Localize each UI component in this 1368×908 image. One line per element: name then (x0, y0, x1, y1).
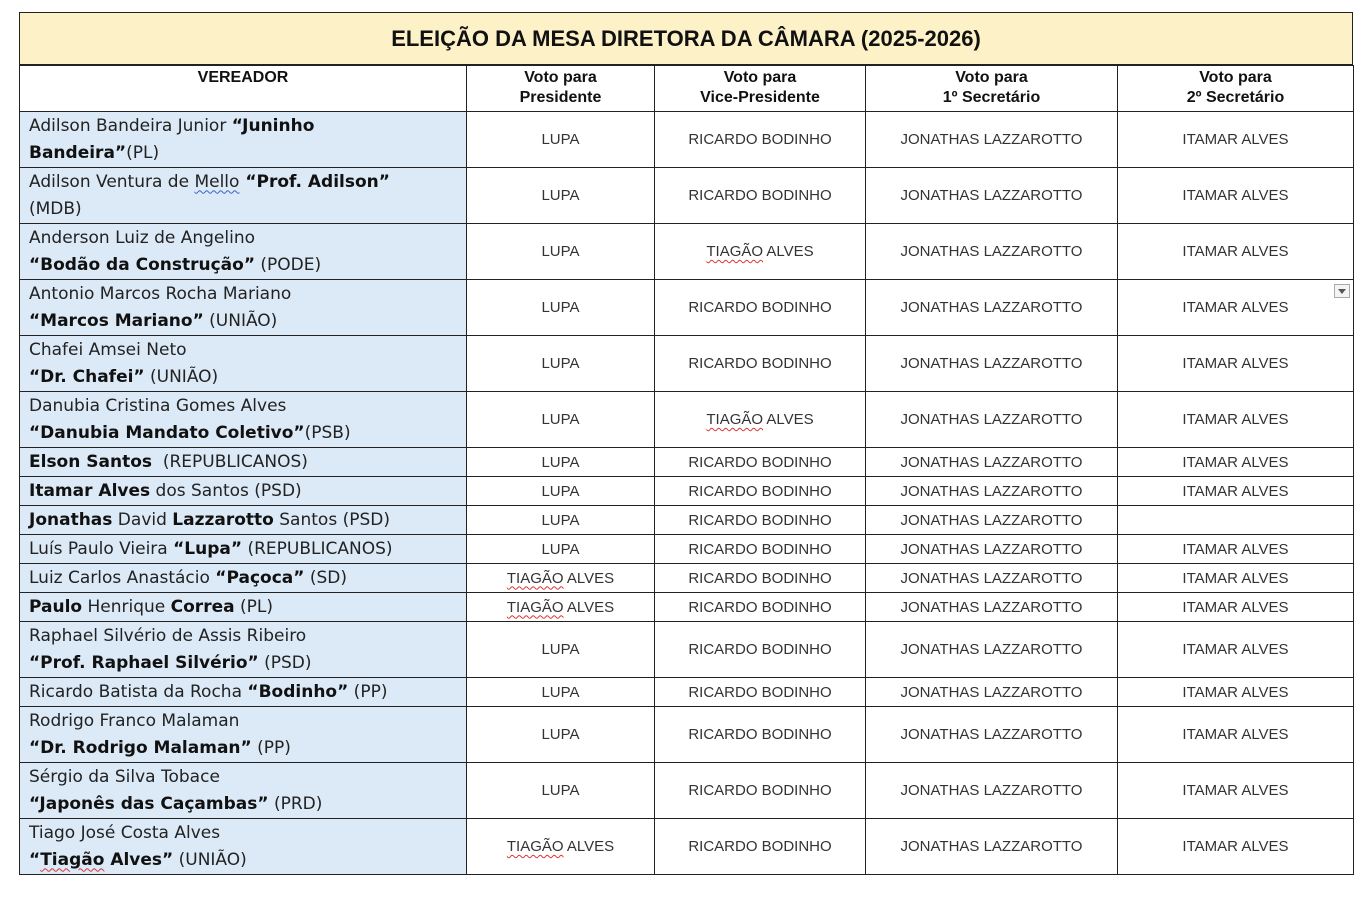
header-vereador: VEREADOR (20, 66, 467, 112)
vereador-cell[interactable] (20, 168, 467, 224)
vote-vice[interactable]: RICARDO BODINHO (655, 448, 866, 477)
party-text: (UNIÃO) (173, 849, 247, 870)
vote-vice[interactable]: RICARDO BODINHO (655, 593, 866, 622)
vote-text: ALVES (563, 569, 615, 587)
header-presidente-l2: Presidente (519, 89, 602, 106)
vote-presidente[interactable] (467, 564, 655, 593)
vereador-cell[interactable] (20, 678, 467, 707)
table-row (20, 448, 1354, 477)
nickname-text: “Japonês das Caçambas” (29, 793, 269, 814)
party-text: (UNIÃO) (203, 310, 278, 331)
name-text: Anderson Luiz de Angelino (29, 227, 256, 248)
header-presidente-l1: Voto para (524, 69, 597, 86)
vereador-cell[interactable] (20, 112, 467, 168)
nickname-text: Alves” (104, 849, 174, 870)
vote-sec2[interactable]: ITAMAR ALVES (1118, 678, 1354, 707)
table-row (20, 593, 1354, 622)
vote-vice[interactable]: RICARDO BODINHO (655, 168, 866, 224)
vereador-cell[interactable] (20, 564, 467, 593)
nickname-text: “Paçoca” (215, 567, 305, 588)
name-text: Raphael Silvério de Assis Ribeiro (29, 625, 307, 646)
nickname-text: “ (29, 849, 41, 870)
vote-vice[interactable]: RICARDO BODINHO (655, 564, 866, 593)
nickname-text: Lazzarotto (172, 509, 274, 530)
nickname-text: “Dr. Chafei” (29, 366, 145, 387)
vote-sec1[interactable]: JONATHAS LAZZAROTTO (866, 168, 1118, 224)
votes-table (19, 65, 1354, 875)
vote-text: TIAGÃO (706, 243, 764, 260)
party-text: (PL) (126, 142, 160, 163)
table-row (20, 506, 1354, 535)
vote-sec1[interactable]: JONATHAS LAZZAROTTO (866, 593, 1118, 622)
name-text: Tiago José Costa Alves (29, 822, 221, 843)
vote-text: ALVES (563, 838, 615, 855)
vereador-cell[interactable] (20, 819, 467, 875)
vote-text: TIAGÃO (506, 598, 564, 616)
name-text: David (112, 509, 173, 530)
vote-vice[interactable] (655, 392, 866, 448)
vote-vice[interactable] (655, 224, 866, 280)
vote-vice[interactable]: RICARDO BODINHO (655, 819, 866, 875)
table-row (20, 535, 1354, 564)
nickname-text: “Juninho (231, 115, 315, 136)
vote-presidente[interactable]: LUPA (467, 280, 655, 336)
sheet-title: ELEIÇÃO DA MESA DIRETORA DA CÂMARA (2025-2026) (19, 12, 1353, 65)
name-text: Henrique (82, 596, 171, 617)
table-row (20, 763, 1354, 819)
nickname-text: “Lupa” (173, 538, 243, 559)
party-text: (UNIÃO) (144, 366, 219, 387)
party-text: (PRD) (268, 793, 323, 814)
vereador-cell[interactable] (20, 477, 467, 506)
name-text: Rodrigo Franco Malaman (29, 710, 240, 731)
name-text: Antonio Marcos Rocha Mariano (29, 283, 292, 304)
header-vice (655, 66, 866, 112)
vote-presidente[interactable]: LUPA (467, 535, 655, 564)
vote-sec1[interactable]: JONATHAS LAZZAROTTO (866, 392, 1118, 448)
name-text: Adilson Bandeira Junior (29, 115, 232, 136)
header-sec2 (1118, 66, 1354, 112)
chevron-down-icon[interactable] (1334, 284, 1350, 298)
vereador-cell[interactable] (20, 707, 467, 763)
vote-sec2[interactable]: ITAMAR ALVES (1118, 819, 1354, 875)
vote-sec1[interactable]: JONATHAS LAZZAROTTO (866, 622, 1118, 678)
vote-presidente[interactable]: LUPA (467, 336, 655, 392)
vote-sec2[interactable]: ITAMAR ALVES (1118, 112, 1354, 168)
vote-sec2[interactable]: ITAMAR ALVES (1118, 622, 1354, 678)
vote-sec1[interactable]: JONATHAS LAZZAROTTO (866, 763, 1118, 819)
vote-sec2[interactable] (1118, 506, 1354, 535)
vote-text: ALVES (563, 598, 615, 616)
nickname-text: Paulo (29, 596, 83, 617)
vote-sec1[interactable]: JONATHAS LAZZAROTTO (866, 224, 1118, 280)
header-vice-l2: Vice-Presidente (700, 89, 820, 106)
vereador-cell[interactable] (20, 593, 467, 622)
nickname-text: Itamar Alves (29, 480, 151, 501)
table-row (20, 168, 1354, 224)
vote-sec2[interactable]: ITAMAR ALVES (1118, 477, 1354, 506)
nickname-text: Correa (170, 596, 235, 617)
vote-vice[interactable]: RICARDO BODINHO (655, 280, 866, 336)
vote-presidente[interactable]: LUPA (467, 477, 655, 506)
vote-presidente[interactable] (467, 593, 655, 622)
party-text: (PODE) (255, 254, 322, 275)
nickname-text: Bandeira” (29, 142, 127, 163)
vote-sec2[interactable]: ITAMAR ALVES (1118, 168, 1354, 224)
vote-vice[interactable]: RICARDO BODINHO (655, 678, 866, 707)
nickname-text: “Marcos Mariano” (29, 310, 204, 331)
header-presidente (467, 66, 655, 112)
vote-sec2[interactable]: ITAMAR ALVES (1118, 707, 1354, 763)
vereador-cell[interactable] (20, 506, 467, 535)
nickname-text: Elson Santos (29, 451, 153, 472)
party-text: (PSB) (304, 422, 351, 443)
header-sec1-l2: 1º Secretário (942, 89, 1041, 106)
vote-sec1[interactable]: JONATHAS LAZZAROTTO (866, 448, 1118, 477)
nickname-text: “Dr. Rodrigo Malaman” (29, 737, 252, 758)
name-text: Santos (PSD) (273, 509, 390, 530)
vote-text: ALVES (763, 243, 814, 260)
vote-vice[interactable]: RICARDO BODINHO (655, 535, 866, 564)
vote-sec1[interactable]: JONATHAS LAZZAROTTO (866, 707, 1118, 763)
vote-sec2[interactable]: ITAMAR ALVES (1118, 448, 1354, 477)
name-text: Chafei Amsei Neto (29, 339, 187, 360)
table-row (20, 224, 1354, 280)
vote-sec1[interactable]: JONATHAS LAZZAROTTO (866, 819, 1118, 875)
vereador-cell[interactable] (20, 763, 467, 819)
table-row (20, 336, 1354, 392)
party-text: (PP) (348, 681, 388, 702)
vote-sec1[interactable]: JONATHAS LAZZAROTTO (866, 336, 1118, 392)
vote-text: TIAGÃO (706, 411, 764, 428)
vote-sec2[interactable]: ITAMAR ALVES (1118, 224, 1354, 280)
name-text: Mello (194, 171, 240, 192)
vereador-cell[interactable] (20, 622, 467, 678)
header-sec2-l1: Voto para (1199, 69, 1272, 86)
header-sec1 (866, 66, 1118, 112)
vote-presidente[interactable]: LUPA (467, 168, 655, 224)
vote-sec1[interactable]: JONATHAS LAZZAROTTO (866, 678, 1118, 707)
header-sec2-l2: 2º Secretário (1186, 89, 1285, 106)
vote-presidente[interactable]: LUPA (467, 622, 655, 678)
nickname-text: “Prof. Raphael Silvério” (29, 652, 259, 673)
vote-presidente[interactable] (467, 819, 655, 875)
vote-presidente[interactable]: LUPA (467, 707, 655, 763)
name-text: dos Santos (PSD) (150, 480, 302, 501)
vote-text: ITAMAR ALVES (1182, 299, 1289, 316)
name-text: Danubia Cristina Gomes Alves (29, 395, 287, 416)
vote-sec1[interactable]: JONATHAS LAZZAROTTO (866, 506, 1118, 535)
table-row (20, 477, 1354, 506)
party-text: (REPUBLICANOS) (242, 538, 393, 559)
vote-vice[interactable]: RICARDO BODINHO (655, 506, 866, 535)
party-text: (PL) (234, 596, 273, 617)
name-text: Sérgio da Silva Tobace (29, 766, 220, 787)
table-row (20, 564, 1354, 593)
nickname-text: Jonathas (29, 509, 113, 530)
vote-sec2[interactable] (1118, 280, 1354, 336)
vote-vice[interactable]: RICARDO BODINHO (655, 622, 866, 678)
party-text: (MDB) (29, 198, 82, 219)
vereador-cell[interactable] (20, 224, 467, 280)
table-row (20, 707, 1354, 763)
vote-sec2[interactable]: ITAMAR ALVES (1118, 564, 1354, 593)
name-text: Ricardo Batista da Rocha (29, 681, 248, 702)
vote-vice[interactable]: RICARDO BODINHO (655, 477, 866, 506)
header-row (20, 66, 1354, 112)
header-vice-l1: Voto para (723, 69, 797, 86)
vereador-cell[interactable] (20, 280, 467, 336)
vote-presidente[interactable]: LUPA (467, 763, 655, 819)
vote-presidente[interactable]: LUPA (467, 224, 655, 280)
vote-sec1[interactable]: JONATHAS LAZZAROTTO (866, 535, 1118, 564)
nickname-text: “Bodão da Construção” (29, 254, 255, 275)
nickname-text: “Danubia Mandato Coletivo” (29, 422, 305, 443)
nickname-text: “Prof. Adilson” (239, 171, 390, 192)
vote-sec1[interactable]: JONATHAS LAZZAROTTO (866, 477, 1118, 506)
vote-sec1[interactable]: JONATHAS LAZZAROTTO (866, 112, 1118, 168)
name-text: Luís Paulo Vieira (29, 538, 174, 559)
party-text: (PP) (251, 737, 291, 758)
party-text: (PSD) (258, 652, 312, 673)
nickname-text: Tiagão (40, 849, 105, 870)
vote-presidente[interactable]: LUPA (467, 392, 655, 448)
vote-presidente[interactable]: LUPA (467, 448, 655, 477)
vereador-cell[interactable] (20, 535, 467, 564)
table-row (20, 819, 1354, 875)
vereador-cell[interactable] (20, 392, 467, 448)
vote-text: TIAGÃO (506, 569, 564, 587)
election-sheet (19, 12, 1353, 875)
party-text: (SD) (304, 567, 347, 588)
vote-sec1[interactable]: JONATHAS LAZZAROTTO (866, 564, 1118, 593)
vote-sec2[interactable]: ITAMAR ALVES (1118, 535, 1354, 564)
header-sec1-l1: Voto para (955, 69, 1028, 86)
table-row (20, 392, 1354, 448)
name-text: Luiz Carlos Anastácio (29, 567, 216, 588)
vote-text: TIAGÃO (506, 838, 564, 855)
name-text: Adilson Ventura de (29, 171, 195, 192)
vote-sec2[interactable]: ITAMAR ALVES (1118, 593, 1354, 622)
vote-sec2[interactable]: ITAMAR ALVES (1118, 336, 1354, 392)
table-row (20, 280, 1354, 336)
table-row (20, 622, 1354, 678)
vote-vice[interactable]: RICARDO BODINHO (655, 707, 866, 763)
party-text: (REPUBLICANOS) (152, 451, 308, 472)
vote-sec1[interactable]: JONATHAS LAZZAROTTO (866, 280, 1118, 336)
vote-presidente[interactable]: LUPA (467, 678, 655, 707)
vote-sec2[interactable]: ITAMAR ALVES (1118, 392, 1354, 448)
vote-vice[interactable]: RICARDO BODINHO (655, 336, 866, 392)
vote-presidente[interactable]: LUPA (467, 112, 655, 168)
vote-sec2[interactable]: ITAMAR ALVES (1118, 763, 1354, 819)
vote-text: ALVES (763, 411, 814, 428)
vote-vice[interactable]: RICARDO BODINHO (655, 112, 866, 168)
vereador-cell[interactable] (20, 336, 467, 392)
vote-vice[interactable]: RICARDO BODINHO (655, 763, 866, 819)
nickname-text: “Bodinho” (247, 681, 349, 702)
table-row (20, 678, 1354, 707)
table-row (20, 112, 1354, 168)
vote-presidente[interactable]: LUPA (467, 506, 655, 535)
vereador-cell[interactable] (20, 448, 467, 477)
